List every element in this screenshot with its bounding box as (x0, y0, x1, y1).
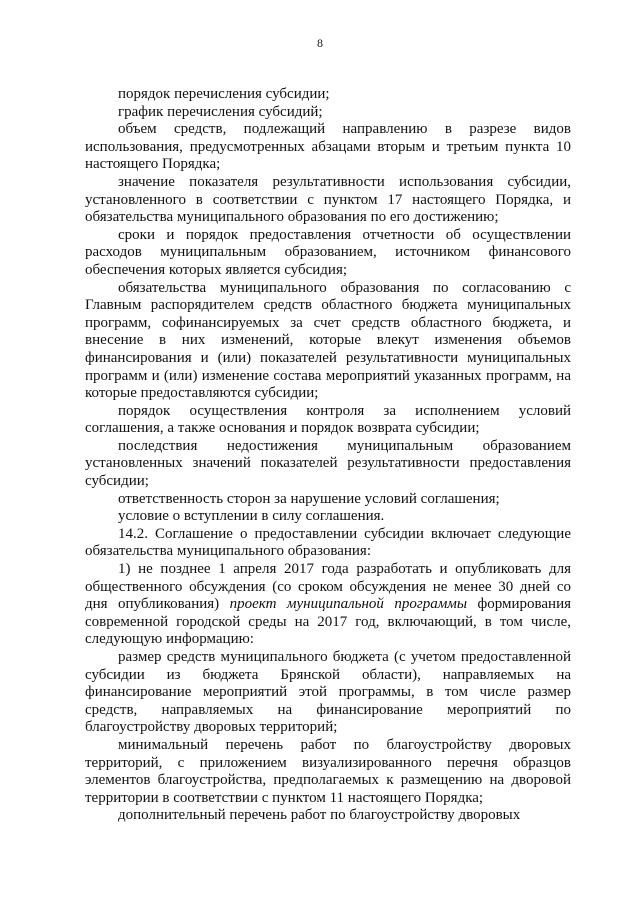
paragraph: график перечисления субсидий; (118, 103, 323, 120)
paragraph: порядок осуществления контроля за исполнением условий соглашения, а также основания и порядок возврата субсидии; (85, 402, 571, 437)
paragraph: размер средств муниципального бюджета (с учетом предоставленной субсидии из бюджета Брянской области), направляемых на финансирование мероприятий этой программы, в том числе размер средств, направляемых на финансирование мероприятий по благоустройству дворовых территорий; (85, 649, 571, 736)
paragraph: обязательства муниципального образования по согласованию с Главным распорядителем средств областного бюджета муниципальных программ, софинансируемых за счет средств областного бюджета, и внесение в них изменений, которые влекут изменения объемов финансирования и (или) показателей результативности муниципальных программ и (или) изменение состава мероприятий указанных программ, на которые предоставляются субсидии; (85, 279, 571, 402)
paragraph: 14.2. Соглашение о предоставлении субсидии включает следующие обязательства муниципального образования: (85, 525, 571, 560)
paragraph: последствия недостижения муниципальным образованием установленных значений показателей результативности предоставления субсидии; (85, 437, 571, 490)
paragraph: порядок перечисления субсидии; (118, 86, 330, 102)
paragraph: минимальный перечень работ по благоустройству дворовых территорий, с приложением визуализированного перечня образцов элементов благоустройства, предполагаемых к размещению на дворовой территории в соответствии с пунктом 11 настоящего Порядка; (85, 736, 571, 806)
paragraph-item-1 (85, 561, 571, 649)
item-1-emphasis: проект муниципальной программы (229, 596, 468, 613)
paragraph: ответственность сторон за нарушение условий соглашения; (118, 490, 500, 507)
paragraph: объем средств, подлежащий направлению в разрезе видов использования, предусмотренных абзацами вторым и третьим пункта 10 настоящего Порядка; (85, 121, 571, 173)
item-1-text-after: формирования современной городской среды на 2017 год, включающий, в том числе, следующую информацию: (85, 596, 571, 648)
page-number: 8 (317, 36, 323, 50)
document-body (85, 86, 571, 825)
item-1-text-before: 1) не позднее 1 апреля 2017 года разработать и опубликовать для общественного обсуждения (со сроком обсуждения не менее 30 дней со дня опубликования) (85, 561, 571, 613)
paragraph: сроки и порядок предоставления отчетности об осуществлении расходов муниципальным образованием, источником финансового обеспечения которых является субсидия; (85, 226, 571, 278)
paragraph: дополнительный перечень работ по благоустройству дворовых (118, 807, 521, 824)
paragraph: значение показателя результативности использования субсидии, установленного в соответствии с пунктом 17 настоящего Порядка, и обязательства муниципального образования по его достижению; (85, 173, 571, 226)
paragraph: условие о вступлении в силу соглашения. (118, 508, 385, 525)
